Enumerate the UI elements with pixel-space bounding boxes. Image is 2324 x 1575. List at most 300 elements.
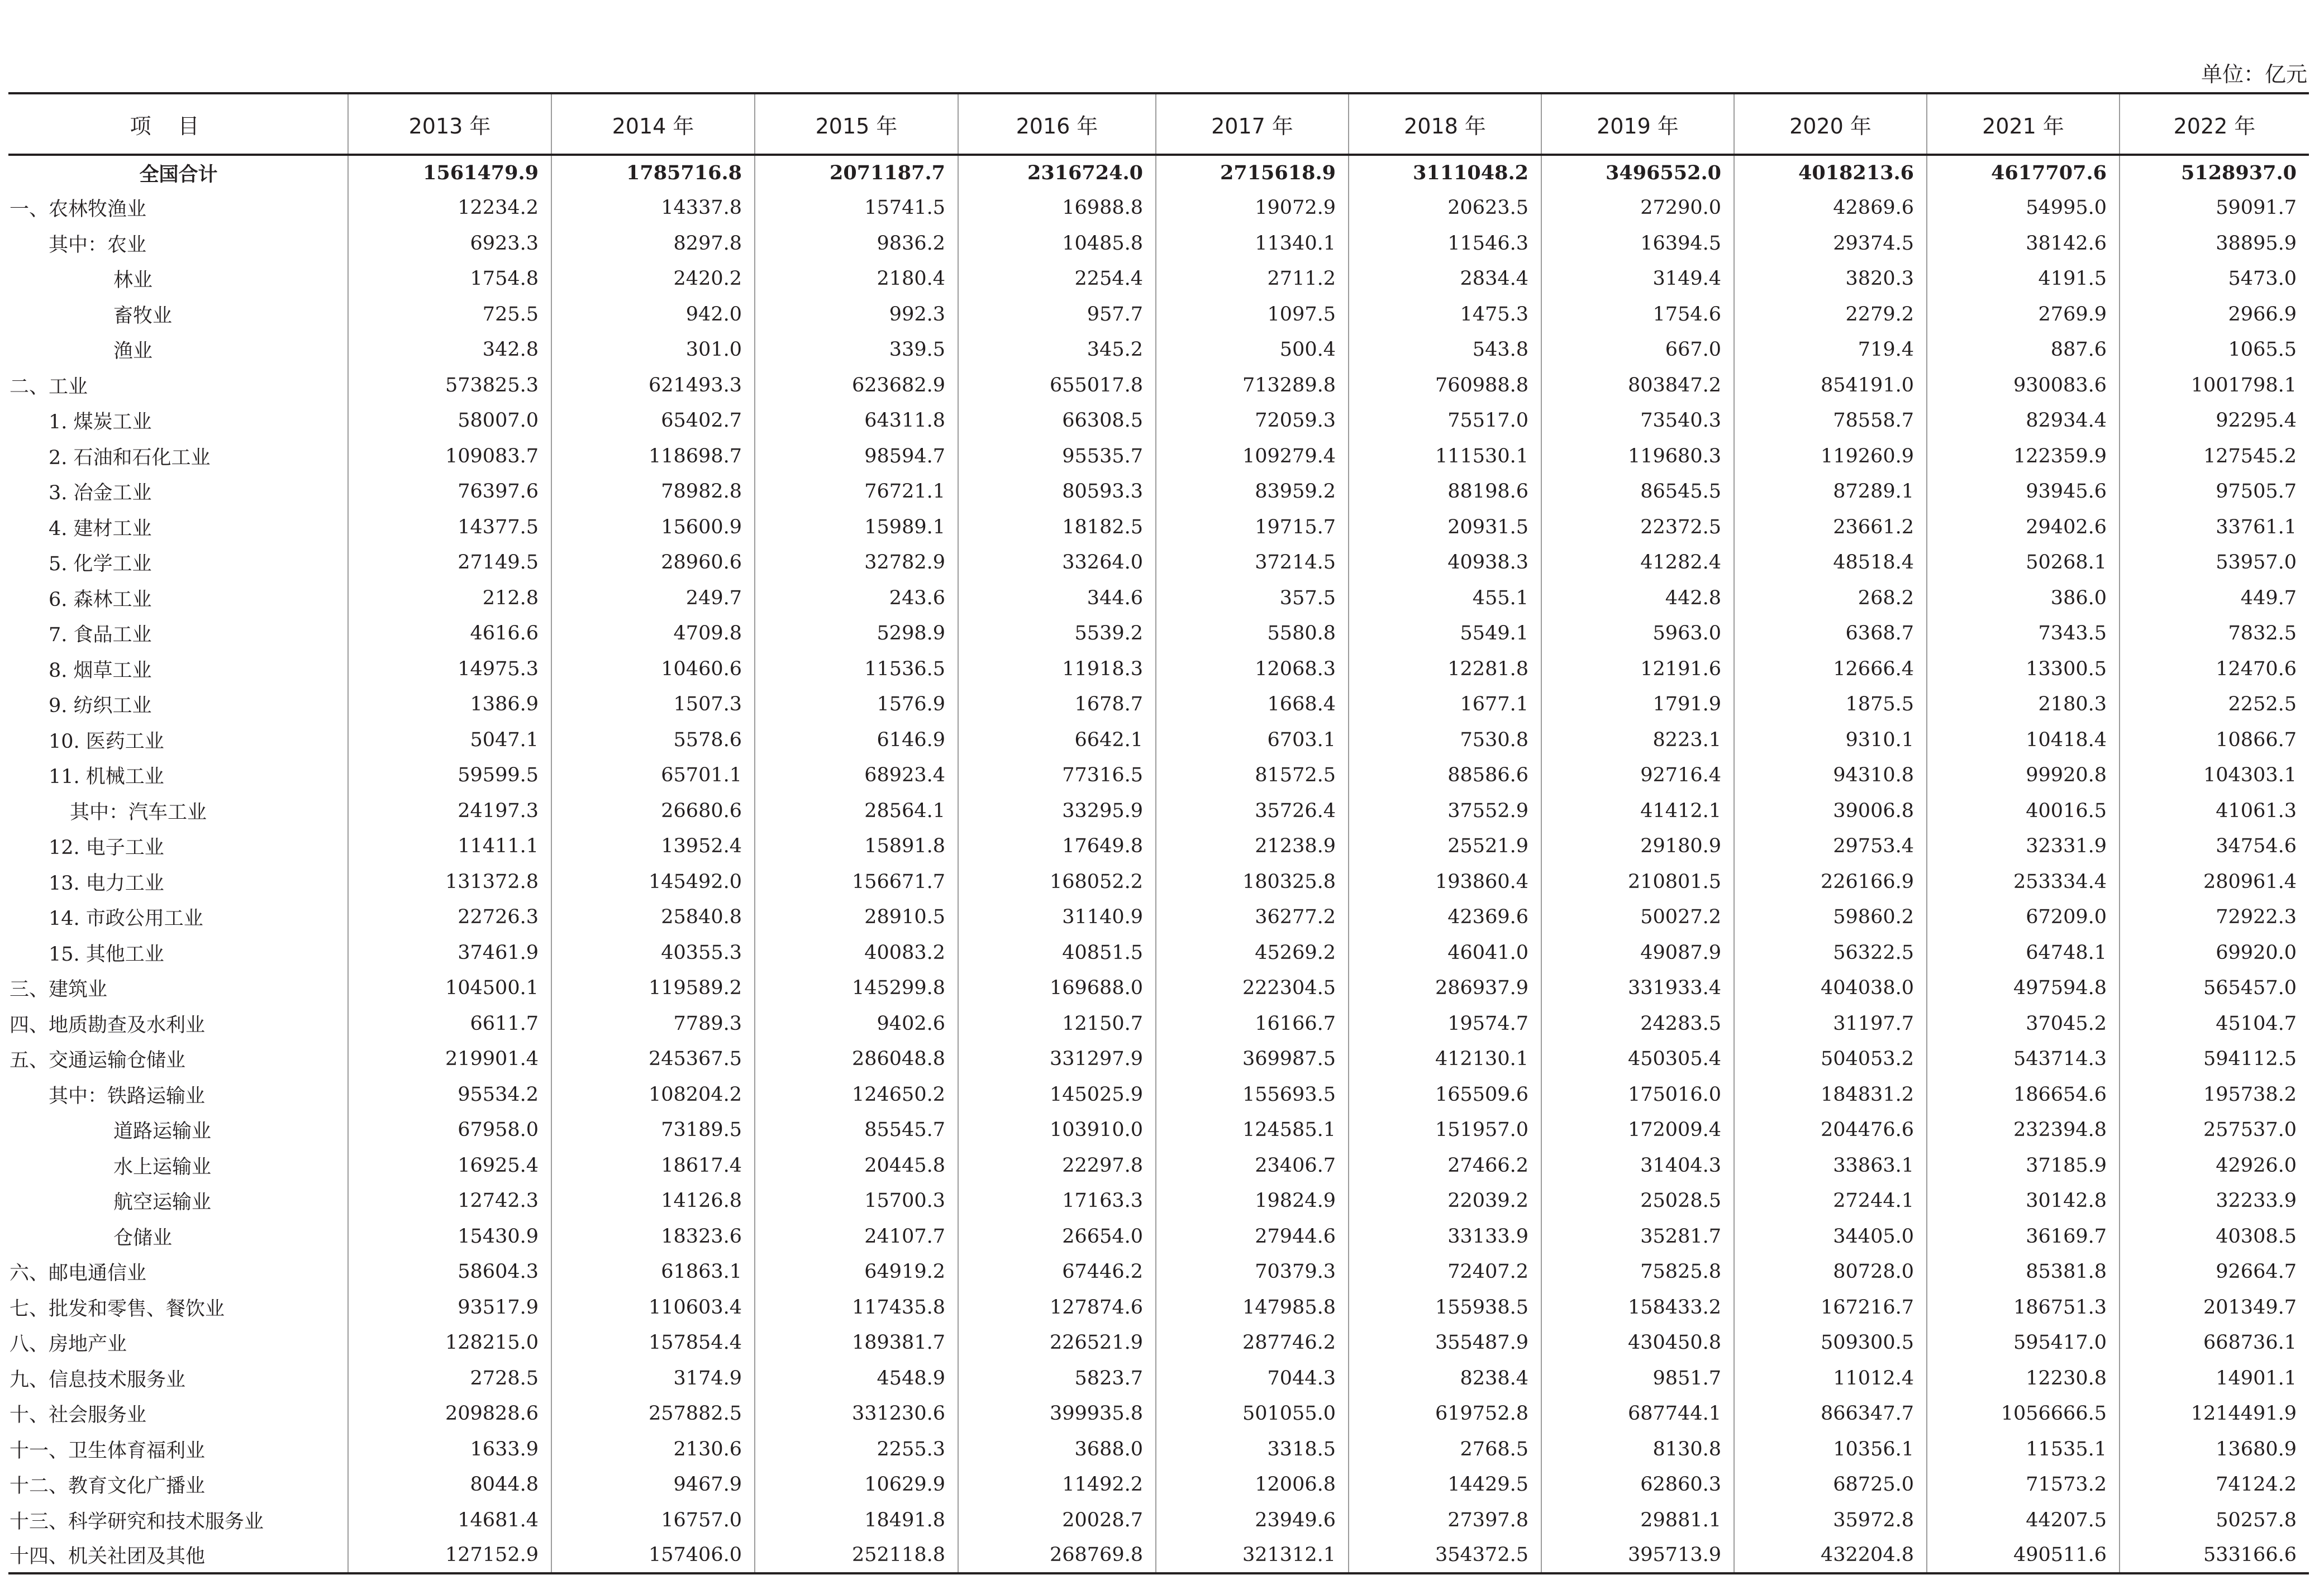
row-label: 15. 其他工业 — [49, 943, 164, 966]
table-row — [8, 1254, 2309, 1290]
table-cell-value: 32331.9 — [1927, 829, 2120, 865]
row-label: 六、邮电通信业 — [9, 1262, 147, 1285]
table-cell-value: 108204.2 — [551, 1077, 755, 1113]
row-label: 1. 煤炭工业 — [49, 411, 152, 434]
table-cell-value: 1097.5 — [1156, 297, 1349, 332]
table-cell-value: 16394.5 — [1541, 226, 1734, 261]
column-header-year: 2020 年 — [1734, 93, 1927, 155]
table-cell-value: 2834.4 — [1349, 261, 1541, 297]
row-label: 12. 电子工业 — [49, 837, 164, 860]
table-cell-value: 455.1 — [1349, 580, 1541, 616]
table-cell-value: 64748.1 — [1927, 935, 2120, 971]
table-cell-value: 48518.4 — [1734, 545, 1927, 581]
table-cell-value: 42369.6 — [1349, 900, 1541, 936]
table-cell-value: 957.7 — [958, 297, 1156, 332]
table-cell-value: 13680.9 — [2120, 1431, 2309, 1467]
table-cell-value: 2252.5 — [2120, 687, 2309, 723]
table-cell-value: 36169.7 — [1927, 1219, 2120, 1254]
row-label: 10. 医药工业 — [49, 730, 164, 753]
table-cell-value: 168052.2 — [958, 864, 1156, 900]
table-cell-value: 186751.3 — [1927, 1290, 2120, 1325]
table-cell-value: 40308.5 — [2120, 1219, 2309, 1254]
table-cell-value: 3318.5 — [1156, 1431, 1349, 1467]
row-label: 9. 纺织工业 — [49, 695, 152, 718]
table-cell-value: 10460.6 — [551, 651, 755, 687]
table-cell-value: 37214.5 — [1156, 545, 1349, 581]
table-cell-value: 157854.4 — [551, 1325, 755, 1361]
table-cell-value: 760988.8 — [1349, 367, 1541, 403]
table-cell-value: 54995.0 — [1927, 190, 2120, 226]
table-cell-value: 5047.1 — [348, 722, 551, 758]
row-label: 5. 化学工业 — [49, 553, 152, 576]
table-cell-value: 81572.5 — [1156, 758, 1349, 794]
row-label: 水上运输业 — [113, 1156, 212, 1178]
row-label: 畜牧业 — [113, 304, 173, 327]
table-cell-value: 2728.5 — [348, 1361, 551, 1396]
table-cell-value: 72922.3 — [2120, 900, 2309, 936]
table-cell-value: 27397.8 — [1349, 1502, 1541, 1538]
table-cell-value: 3496552.0 — [1541, 155, 1734, 190]
row-label: 十、社会服务业 — [9, 1404, 147, 1427]
table-cell-value: 13952.4 — [551, 829, 755, 865]
row-label: 8. 烟草工业 — [49, 659, 152, 682]
table-cell-value: 1677.1 — [1349, 687, 1541, 723]
table-cell-value: 331933.4 — [1541, 971, 1734, 1006]
table-cell-value: 1754.6 — [1541, 297, 1734, 332]
row-label: 八、房地产业 — [9, 1333, 127, 1356]
table-cell-value: 82934.4 — [1927, 403, 2120, 439]
table-cell-value: 543.8 — [1349, 332, 1541, 368]
table-cell-value: 18491.8 — [755, 1502, 958, 1538]
table-cell-value: 40851.5 — [958, 935, 1156, 971]
column-header-year: 2013 年 — [348, 93, 551, 155]
table-cell-value: 59091.7 — [2120, 190, 2309, 226]
table-cell-value: 127874.6 — [958, 1290, 1156, 1325]
table-cell-value: 490511.6 — [1927, 1538, 2120, 1574]
table-cell-value: 17649.8 — [958, 829, 1156, 865]
row-label: 3. 冶金工业 — [49, 482, 152, 505]
table-cell-value: 16757.0 — [551, 1502, 755, 1538]
table-cell-value: 219901.4 — [348, 1042, 551, 1077]
table-cell-value: 26654.0 — [958, 1219, 1156, 1254]
table-cell-value: 1561479.9 — [348, 155, 551, 190]
table-cell-value: 4709.8 — [551, 616, 755, 652]
table-cell-value: 268.2 — [1734, 580, 1927, 616]
table-row — [8, 1396, 2309, 1432]
table-cell-value: 14337.8 — [551, 190, 755, 226]
table-body — [8, 155, 2309, 1573]
table-cell-value: 5473.0 — [2120, 261, 2309, 297]
table-cell-value: 1668.4 — [1156, 687, 1349, 723]
table-cell-value: 243.6 — [755, 580, 958, 616]
table-row — [8, 758, 2309, 794]
table-cell-value: 339.5 — [755, 332, 958, 368]
table-cell-value: 1475.3 — [1349, 297, 1541, 332]
table-cell-value: 109083.7 — [348, 438, 551, 474]
table-cell-value: 12234.2 — [348, 190, 551, 226]
table-cell-value: 4018213.6 — [1734, 155, 1927, 190]
table-cell-value: 2255.3 — [755, 1431, 958, 1467]
table-cell-value: 26680.6 — [551, 793, 755, 829]
table-cell-value: 2711.2 — [1156, 261, 1349, 297]
table-cell-value: 93517.9 — [348, 1290, 551, 1325]
table-cell-value: 127152.9 — [348, 1538, 551, 1574]
table-cell-value: 71573.2 — [1927, 1467, 2120, 1503]
table-cell-value: 7343.5 — [1927, 616, 2120, 652]
table-cell-value: 9836.2 — [755, 226, 958, 261]
table-cell-value: 145025.9 — [958, 1077, 1156, 1113]
table-row — [8, 971, 2309, 1006]
table-cell-value: 33295.9 — [958, 793, 1156, 829]
table-row — [8, 367, 2309, 403]
statistics-table — [8, 92, 2309, 1574]
table-cell-value: 186654.6 — [1927, 1077, 2120, 1113]
table-cell-value: 1754.8 — [348, 261, 551, 297]
table-cell-value: 33761.1 — [2120, 509, 2309, 545]
table-cell-value: 184831.2 — [1734, 1077, 1927, 1113]
column-header-year: 2016 年 — [958, 93, 1156, 155]
table-cell-value: 110603.4 — [551, 1290, 755, 1325]
table-cell-value: 58604.3 — [348, 1254, 551, 1290]
table-cell-value: 20931.5 — [1349, 509, 1541, 545]
table-cell-value: 6368.7 — [1734, 616, 1927, 652]
table-cell-value: 37552.9 — [1349, 793, 1541, 829]
table-cell-value: 34405.0 — [1734, 1219, 1927, 1254]
column-header-year: 2022 年 — [2120, 93, 2309, 155]
table-cell-value: 16988.8 — [958, 190, 1156, 226]
table-cell-value: 257882.5 — [551, 1396, 755, 1432]
table-cell-value: 25840.8 — [551, 900, 755, 936]
table-row — [8, 509, 2309, 545]
table-cell-value: 8044.8 — [348, 1467, 551, 1503]
table-row — [8, 1006, 2309, 1042]
table-cell-value: 145492.0 — [551, 864, 755, 900]
table-row — [8, 1538, 2309, 1574]
table-cell-value: 13300.5 — [1927, 651, 2120, 687]
table-cell-value: 29753.4 — [1734, 829, 1927, 865]
table-cell-value: 725.5 — [348, 297, 551, 332]
row-label: 道路运输业 — [113, 1120, 212, 1143]
table-cell-value: 157406.0 — [551, 1538, 755, 1574]
table-cell-value: 253334.4 — [1927, 864, 2120, 900]
table-cell-value: 5578.6 — [551, 722, 755, 758]
table-cell-value: 14975.3 — [348, 651, 551, 687]
table-cell-value: 11492.2 — [958, 1467, 1156, 1503]
table-cell-value: 12150.7 — [958, 1006, 1156, 1042]
table-cell-value: 345.2 — [958, 332, 1156, 368]
table-row — [8, 1361, 2309, 1396]
table-cell-value: 3820.3 — [1734, 261, 1927, 297]
table-cell-value: 5963.0 — [1541, 616, 1734, 652]
table-row — [8, 261, 2309, 297]
table-cell-value: 29374.5 — [1734, 226, 1927, 261]
table-cell-value: 9467.9 — [551, 1467, 755, 1503]
table-cell-value: 12666.4 — [1734, 651, 1927, 687]
row-label: 2. 石油和石化工业 — [49, 446, 211, 469]
table-cell-value: 9402.6 — [755, 1006, 958, 1042]
row-label: 其中：铁路运输业 — [49, 1085, 206, 1108]
table-row — [8, 226, 2309, 261]
table-cell-value: 15989.1 — [755, 509, 958, 545]
table-cell-value: 6146.9 — [755, 722, 958, 758]
table-row — [8, 616, 2309, 652]
table-cell-value: 18182.5 — [958, 509, 1156, 545]
table-cell-value: 24283.5 — [1541, 1006, 1734, 1042]
column-header-item: 项目 — [8, 93, 348, 155]
table-cell-value: 1065.5 — [2120, 332, 2309, 368]
table-cell-value: 543714.3 — [1927, 1042, 2120, 1077]
table-row — [8, 403, 2309, 439]
table-header-row — [8, 93, 2309, 155]
table-cell-value: 22297.8 — [958, 1148, 1156, 1183]
row-label: 三、建筑业 — [9, 979, 108, 1001]
table-cell-value: 27290.0 — [1541, 190, 1734, 226]
table-cell-value: 355487.9 — [1349, 1325, 1541, 1361]
row-label: 林业 — [113, 269, 153, 292]
table-cell-value: 930083.6 — [1927, 367, 2120, 403]
table-cell-value: 942.0 — [551, 297, 755, 332]
row-label: 渔业 — [113, 340, 153, 363]
table-cell-value: 29180.9 — [1541, 829, 1734, 865]
table-cell-value: 331230.6 — [755, 1396, 958, 1432]
table-cell-value: 46041.0 — [1349, 935, 1541, 971]
table-cell-value: 64919.2 — [755, 1254, 958, 1290]
table-row — [8, 474, 2309, 510]
table-cell-value: 117435.8 — [755, 1290, 958, 1325]
table-cell-value: 67446.2 — [958, 1254, 1156, 1290]
table-cell-value: 45269.2 — [1156, 935, 1349, 971]
table-cell-value: 11012.4 — [1734, 1361, 1927, 1396]
table-cell-value: 210801.5 — [1541, 864, 1734, 900]
table-cell-value: 35726.4 — [1156, 793, 1349, 829]
table-cell-value: 7530.8 — [1349, 722, 1541, 758]
column-header-year: 2019 年 — [1541, 93, 1734, 155]
table-cell-value: 155938.5 — [1349, 1290, 1541, 1325]
table-cell-value: 31404.3 — [1541, 1148, 1734, 1183]
table-cell-value: 287746.2 — [1156, 1325, 1349, 1361]
table-cell-value: 342.8 — [348, 332, 551, 368]
table-cell-value: 565457.0 — [2120, 971, 2309, 1006]
table-cell-value: 16925.4 — [348, 1148, 551, 1183]
table-cell-value: 2768.5 — [1349, 1431, 1541, 1467]
table-cell-value: 103910.0 — [958, 1113, 1156, 1148]
table-cell-value: 15700.3 — [755, 1183, 958, 1219]
table-cell-value: 118698.7 — [551, 438, 755, 474]
unit-label: 单位：亿元 — [2201, 62, 2307, 87]
table-cell-value: 222304.5 — [1156, 971, 1349, 1006]
table-cell-value: 430450.8 — [1541, 1325, 1734, 1361]
table-cell-value: 19072.9 — [1156, 190, 1349, 226]
table-cell-value: 15741.5 — [755, 190, 958, 226]
table-cell-value: 15600.9 — [551, 509, 755, 545]
table-cell-value: 75517.0 — [1349, 403, 1541, 439]
table-row — [8, 829, 2309, 865]
table-cell-value: 6703.1 — [1156, 722, 1349, 758]
table-cell-value: 42926.0 — [2120, 1148, 2309, 1183]
table-cell-value: 497594.8 — [1927, 971, 2120, 1006]
table-cell-value: 92664.7 — [2120, 1254, 2309, 1290]
table-cell-value: 11411.1 — [348, 829, 551, 865]
row-label: 一、农林牧渔业 — [9, 198, 147, 221]
table-cell-value: 11340.1 — [1156, 226, 1349, 261]
table-cell-value: 62860.3 — [1541, 1467, 1734, 1503]
row-label: 14. 市政公用工业 — [49, 908, 203, 930]
table-cell-value: 95535.7 — [958, 438, 1156, 474]
table-cell-value: 37045.2 — [1927, 1006, 2120, 1042]
table-row — [8, 1077, 2309, 1113]
table-cell-value: 78558.7 — [1734, 403, 1927, 439]
table-cell-value: 27944.6 — [1156, 1219, 1349, 1254]
row-label: 4. 建材工业 — [49, 517, 152, 540]
table-cell-value: 151957.0 — [1349, 1113, 1541, 1148]
table-cell-value: 866347.7 — [1734, 1396, 1927, 1432]
table-cell-value: 53957.0 — [2120, 545, 2309, 581]
table-cell-value: 111530.1 — [1349, 438, 1541, 474]
table-row — [8, 935, 2309, 971]
table-cell-value: 18323.6 — [551, 1219, 755, 1254]
table-cell-value: 5128937.0 — [2120, 155, 2309, 190]
table-cell-value: 50257.8 — [2120, 1502, 2309, 1538]
table-cell-value: 27244.1 — [1734, 1183, 1927, 1219]
table-row — [8, 651, 2309, 687]
table-cell-value: 7044.3 — [1156, 1361, 1349, 1396]
column-header-year: 2017 年 — [1156, 93, 1349, 155]
table-cell-value: 1785716.8 — [551, 155, 755, 190]
table-cell-value: 145299.8 — [755, 971, 958, 1006]
table-cell-value: 2130.6 — [551, 1431, 755, 1467]
table-cell-value: 249.7 — [551, 580, 755, 616]
table-cell-value: 175016.0 — [1541, 1077, 1734, 1113]
table-cell-value: 35281.7 — [1541, 1219, 1734, 1254]
table-cell-value: 10485.8 — [958, 226, 1156, 261]
table-cell-value: 104500.1 — [348, 971, 551, 1006]
table-cell-value: 212.8 — [348, 580, 551, 616]
table-cell-value: 73540.3 — [1541, 403, 1734, 439]
table-cell-value: 99920.8 — [1927, 758, 2120, 794]
table-cell-value: 442.8 — [1541, 580, 1734, 616]
table-cell-value: 412130.1 — [1349, 1042, 1541, 1077]
table-cell-value: 169688.0 — [958, 971, 1156, 1006]
table-cell-value: 85545.7 — [755, 1113, 958, 1148]
table-row — [8, 297, 2309, 332]
table-cell-value: 122359.9 — [1927, 438, 2120, 474]
table-cell-value: 83959.2 — [1156, 474, 1349, 510]
table-cell-value: 226166.9 — [1734, 864, 1927, 900]
table-row — [8, 864, 2309, 900]
table-row — [8, 190, 2309, 226]
table-cell-value: 12742.3 — [348, 1183, 551, 1219]
table-cell-value: 7789.3 — [551, 1006, 755, 1042]
table-cell-value: 11546.3 — [1349, 226, 1541, 261]
table-cell-value: 2279.2 — [1734, 297, 1927, 332]
table-cell-value: 25521.9 — [1349, 829, 1541, 865]
table-cell-value: 28910.5 — [755, 900, 958, 936]
table-cell-value: 22726.3 — [348, 900, 551, 936]
table-row — [8, 793, 2309, 829]
table-cell-value: 128215.0 — [348, 1325, 551, 1361]
table-cell-value: 35972.8 — [1734, 1502, 1927, 1538]
table-cell-value: 887.6 — [1927, 332, 2120, 368]
table-cell-value: 226521.9 — [958, 1325, 1156, 1361]
table-cell-value: 286048.8 — [755, 1042, 958, 1077]
table-cell-value: 93945.6 — [1927, 474, 2120, 510]
table-cell-value: 1001798.1 — [2120, 367, 2309, 403]
table-cell-value: 257537.0 — [2120, 1113, 2309, 1148]
table-cell-value: 109279.4 — [1156, 438, 1349, 474]
table-cell-value: 1791.9 — [1541, 687, 1734, 723]
table-cell-value: 16166.7 — [1156, 1006, 1349, 1042]
table-cell-value: 399935.8 — [958, 1396, 1156, 1432]
table-cell-value: 713289.8 — [1156, 367, 1349, 403]
row-label: 仓储业 — [113, 1226, 173, 1249]
table-cell-value: 2180.4 — [755, 261, 958, 297]
table-cell-value: 119260.9 — [1734, 438, 1927, 474]
table-cell-value: 75825.8 — [1541, 1254, 1734, 1290]
table-cell-value: 500.4 — [1156, 332, 1349, 368]
table-cell-value: 40355.3 — [551, 935, 755, 971]
table-cell-value: 1678.7 — [958, 687, 1156, 723]
table-cell-value: 6642.1 — [958, 722, 1156, 758]
table-cell-value: 4616.6 — [348, 616, 551, 652]
table-cell-value: 2180.3 — [1927, 687, 2120, 723]
table-cell-value: 395713.9 — [1541, 1538, 1734, 1574]
table-cell-value: 2316724.0 — [958, 155, 1156, 190]
row-label: 十二、教育文化广播业 — [9, 1475, 206, 1498]
row-label: 其中：汽车工业 — [70, 801, 207, 824]
table-cell-value: 6611.7 — [348, 1006, 551, 1042]
table-cell-value: 595417.0 — [1927, 1325, 2120, 1361]
column-header-year: 2021 年 — [1927, 93, 2120, 155]
table-cell-value: 10866.7 — [2120, 722, 2309, 758]
table-row — [8, 580, 2309, 616]
row-label: 九、信息技术服务业 — [9, 1368, 186, 1391]
table-cell-value: 64311.8 — [755, 403, 958, 439]
table-cell-value: 4548.9 — [755, 1361, 958, 1396]
table-cell-value: 2769.9 — [1927, 297, 2120, 332]
table-cell-value: 31140.9 — [958, 900, 1156, 936]
table-cell-value: 8130.8 — [1541, 1431, 1734, 1467]
table-cell-value: 95534.2 — [348, 1077, 551, 1113]
table-cell-value: 69920.0 — [2120, 935, 2309, 971]
table-cell-value: 72059.3 — [1156, 403, 1349, 439]
table-row — [8, 1042, 2309, 1077]
table-cell-value: 20623.5 — [1349, 190, 1541, 226]
table-cell-value: 24107.7 — [755, 1219, 958, 1254]
table-cell-value: 386.0 — [1927, 580, 2120, 616]
table-cell-value: 167216.7 — [1734, 1290, 1927, 1325]
table-cell-value: 201349.7 — [2120, 1290, 2309, 1325]
table-cell-value: 5549.1 — [1349, 616, 1541, 652]
table-cell-value: 4191.5 — [1927, 261, 2120, 297]
table-cell-value: 12006.8 — [1156, 1467, 1349, 1503]
table-cell-value: 37461.9 — [348, 935, 551, 971]
table-cell-value: 719.4 — [1734, 332, 1927, 368]
table-cell-value: 344.6 — [958, 580, 1156, 616]
table-cell-value: 40083.2 — [755, 935, 958, 971]
table-cell-value: 803847.2 — [1541, 367, 1734, 403]
table-cell-value: 38142.6 — [1927, 226, 2120, 261]
table-cell-value: 41412.1 — [1541, 793, 1734, 829]
table-cell-value: 193860.4 — [1349, 864, 1541, 900]
table-cell-value: 34754.6 — [2120, 829, 2309, 865]
table-cell-value: 119589.2 — [551, 971, 755, 1006]
table-row-total — [8, 155, 2309, 190]
table-cell-value: 8297.8 — [551, 226, 755, 261]
table-cell-value: 59599.5 — [348, 758, 551, 794]
table-cell-value: 29402.6 — [1927, 509, 2120, 545]
table-cell-value: 1507.3 — [551, 687, 755, 723]
table-cell-value: 14429.5 — [1349, 1467, 1541, 1503]
